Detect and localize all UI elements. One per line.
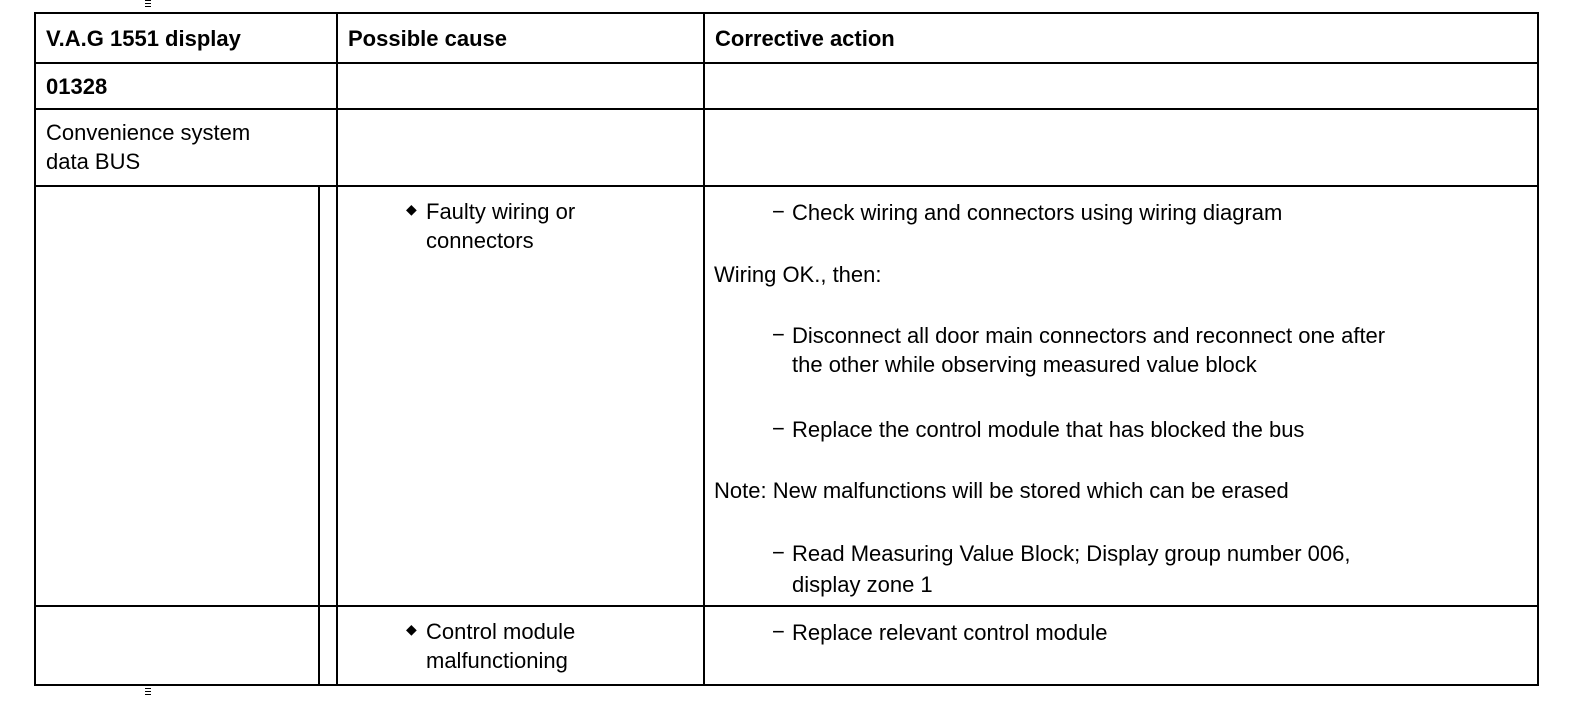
cause1-line1: Faulty wiring or: [426, 199, 576, 224]
table-border-left: [34, 12, 36, 686]
table-border-top: [34, 12, 1539, 14]
action1-step1: Check wiring and connectors using wiring diagram: [792, 200, 1283, 225]
bullet-icon: ◆: [406, 621, 417, 637]
column-divider: [703, 12, 705, 686]
row-divider: [34, 62, 1539, 64]
cause2-line2: malfunctioning: [426, 648, 568, 673]
bullet-icon: ◆: [406, 201, 417, 217]
header-action: Corrective action: [715, 26, 895, 51]
action1-step2-line2: the other while observing measured value block: [792, 352, 1257, 377]
dash-icon: −: [772, 322, 785, 347]
fault-description-line2: data BUS: [46, 149, 141, 174]
action1-step3: Replace the control module that has blocked the bus: [792, 417, 1305, 442]
dash-icon: −: [772, 416, 785, 441]
fault-code: 01328: [46, 74, 108, 99]
action1-step2-line1: Disconnect all door main connectors and reconnect one after: [792, 323, 1386, 348]
action1-step4-line2: display zone 1: [792, 572, 933, 597]
table-border-right: [1537, 12, 1539, 686]
cause1-line2: connectors: [426, 228, 534, 253]
action2-step1: Replace relevant control module: [792, 620, 1108, 645]
row-divider: [34, 605, 1539, 607]
action1-step4-line1: Read Measuring Value Block; Display group number 006,: [792, 541, 1351, 566]
header-cause: Possible cause: [348, 26, 507, 51]
row-divider: [34, 185, 1539, 187]
table-border-bottom: [34, 684, 1539, 686]
column-divider: [336, 12, 338, 686]
sub-column-divider: [318, 185, 320, 686]
dash-icon: −: [772, 540, 785, 565]
action1-note1: Wiring OK., then:: [714, 262, 882, 287]
row-divider: [34, 108, 1539, 110]
cause2-line1: Control module: [426, 619, 576, 644]
header-display: V.A.G 1551 display: [46, 26, 241, 51]
dash-icon: −: [772, 619, 785, 644]
dash-icon: −: [772, 199, 785, 224]
action1-note2: Note: New malfunctions will be stored which can be erased: [714, 478, 1289, 503]
fault-description-line1: Convenience system: [46, 120, 251, 145]
